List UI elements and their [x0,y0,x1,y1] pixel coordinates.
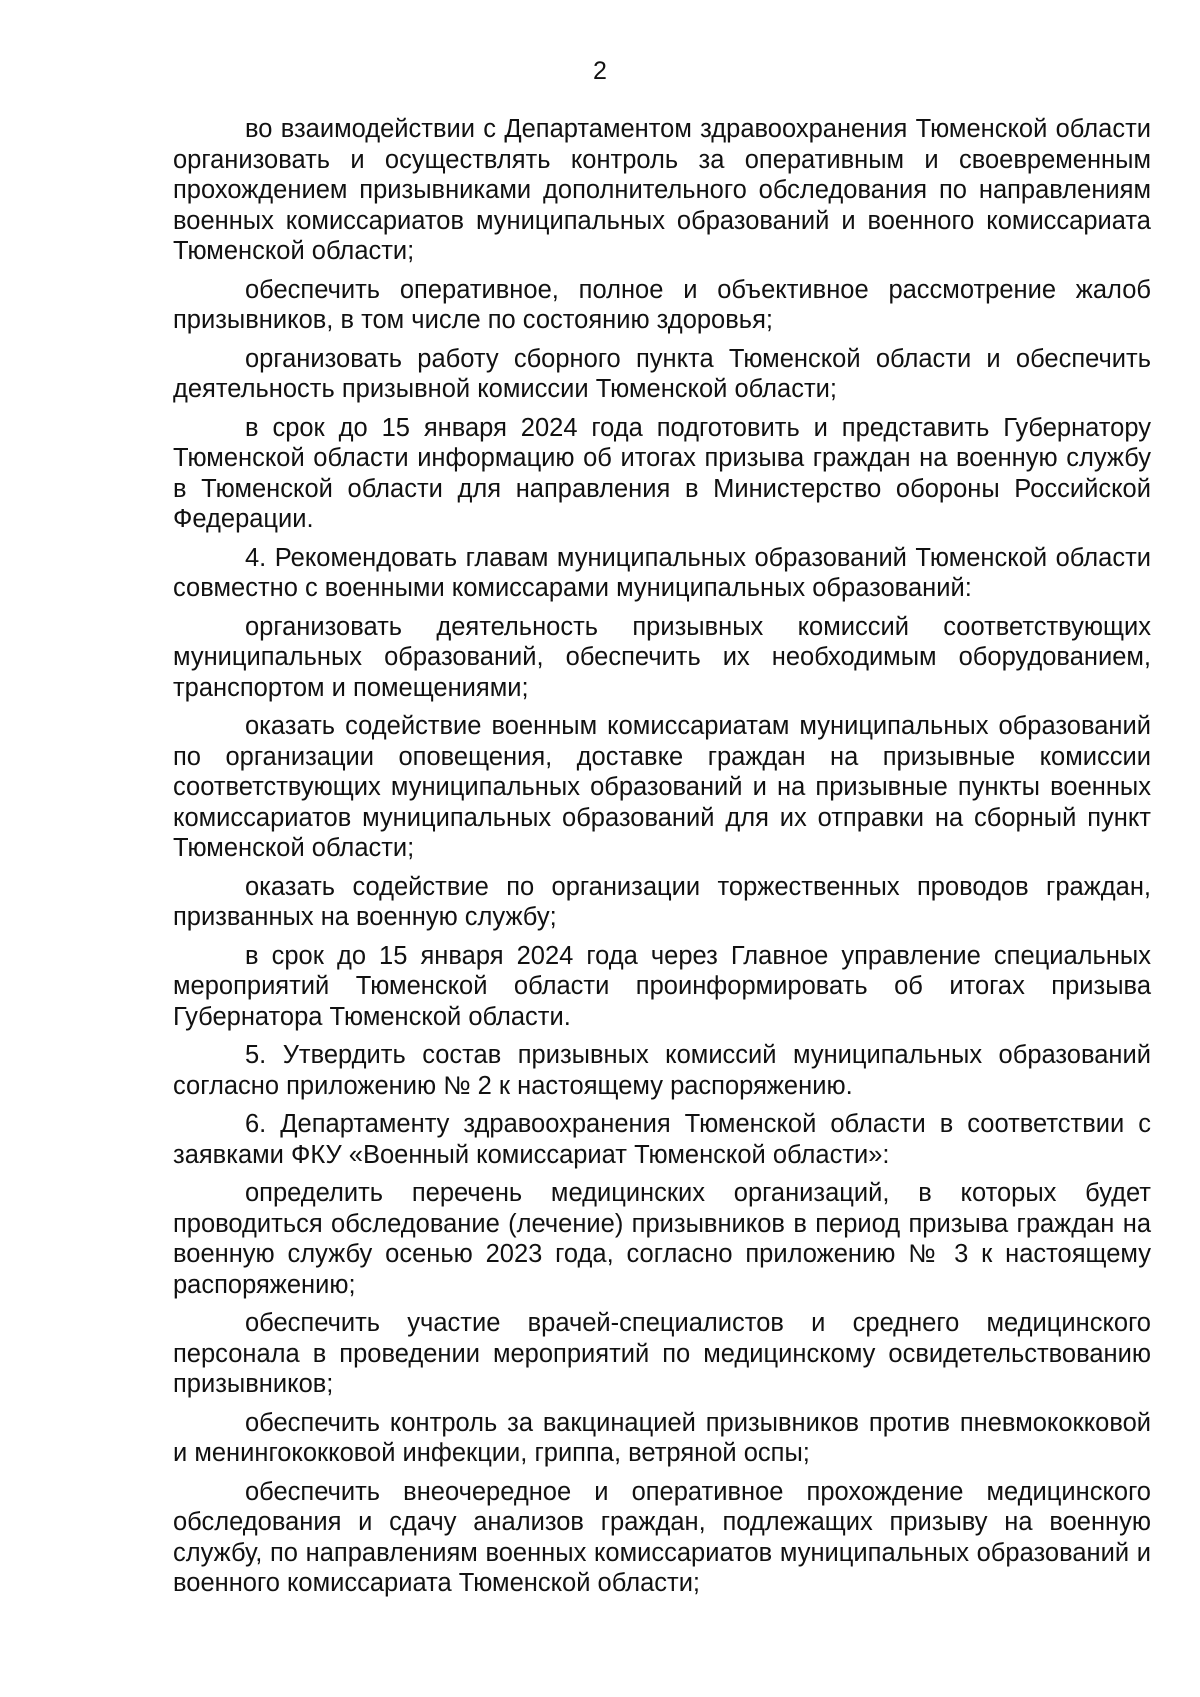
document-body [173,114,1151,1607]
paragraph: обеспечить внеочередное и оперативное прохождение медицинского обследования и сдачу анализов граждан, подлежащих призыву на военную службу, по направлениям военных комиссариатов муниципальных образований и военного комиссариата Тюменской области; [173,1477,1151,1597]
paragraph: организовать деятельность призывных комиссий соответствующих муниципальных образований, обеспечить их необходимым оборудованием, транспортом и помещениями; [173,612,1151,702]
paragraph: в срок до 15 января 2024 года подготовить и представить Губернатору Тюменской области информацию об итогах призыва граждан на военную службу в Тюменской области для направления в Министерство обороны Российской Федерации. [173,413,1151,533]
paragraph-item-4: 4. Рекомендовать главам муниципальных образований Тюменской области совместно с военными комиссарами муниципальных образований: [173,543,1151,602]
paragraph: оказать содействие военным комиссариатам муниципальных образований по организации оповещения, доставке граждан на призывные комиссии соответствующих муниципальных образований и на призывные пункты военных комиссариатов муниципальных образований для их отправки на сборный пункт Тюменской области; [173,712,1151,862]
paragraph: в срок до 15 января 2024 года через Главное управление специальных мероприятий Тюменской области проинформировать об итогах призыва Губернатора Тюменской области. [173,941,1151,1031]
paragraph: организовать работу сборного пункта Тюменской области и обеспечить деятельность призывной комиссии Тюменской области; [173,344,1151,403]
paragraph: во взаимодействии с Департаментом здравоохранения Тюменской области организовать и осуществлять контроль за оперативным и своевременным прохождением призывниками дополнительного обследования по направлениям военных комиссариатов муниципальных образований и военного комиссариата Тюменской области; [173,115,1151,265]
paragraph: обеспечить контроль за вакцинацией призывников против пневмококковой и менингококковой инфекции, гриппа, ветряной оспы; [173,1408,1151,1467]
paragraph: обеспечить участие врачей-специалистов и среднего медицинского персонала в проведении мероприятий по медицинскому освидетельствованию призывников; [173,1309,1151,1398]
paragraph: обеспечить оперативное, полное и объективное рассмотрение жалоб призывников, в том числе по состоянию здоровья; [173,275,1151,334]
paragraph-item-6: 6. Департаменту здравоохранения Тюменской области в соответствии с заявками ФКУ «Военный комиссариат Тюменской области»: [173,1110,1151,1169]
paragraph: определить перечень медицинских организаций, в которых будет проводиться обследование (лечение) призывников в период призыва граждан на военную службу осенью 2023 года, согласно приложению № 3 к настоящему распоряжению; [173,1179,1151,1299]
page-number: 2 [593,57,607,85]
paragraph: оказать содействие по организации торжественных проводов граждан, призванных на военную службу; [173,872,1151,931]
paragraph-item-5: 5. Утвердить состав призывных комиссий муниципальных образований согласно приложению № 2 к настоящему распоряжению. [173,1041,1151,1100]
